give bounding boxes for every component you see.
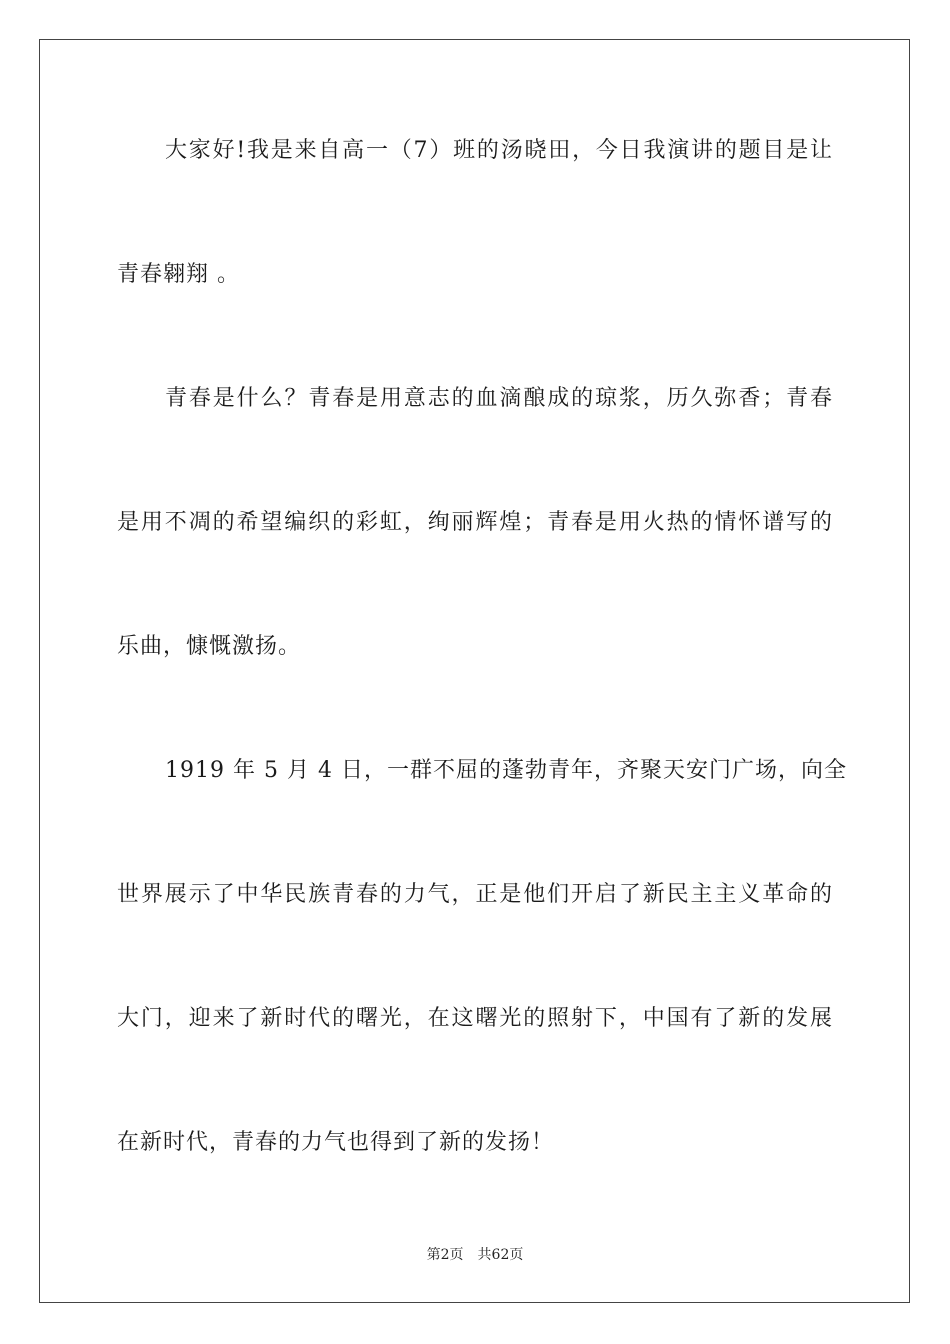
current-page-number: 第2页 <box>426 1247 464 1263</box>
paragraph-3-line-1: 1919 年 5 月 4 日，一群不屈的蓬勃青年，齐聚天安门广场，向全 <box>165 758 847 783</box>
page-footer <box>0 1246 950 1264</box>
paragraph-1-line-1: 大家好!我是来自高一（7）班的汤晓田，今日我演讲的题目是让 <box>165 138 833 163</box>
paragraph-2-line-2: 是用不凋的希望编织的彩虹，绚丽辉煌；青春是用火热的情怀谱写的 <box>117 510 833 535</box>
paragraph-3-line-2: 世界展示了中华民族青春的力气，正是他们开启了新民主主义革命的 <box>117 882 833 907</box>
page-frame <box>39 39 910 1303</box>
paragraph-1-line-2: 青春翱翔 。 <box>117 262 240 287</box>
paragraph-3-line-3: 大门，迎来了新时代的曙光，在这曙光的照射下，中国有了新的发展 <box>117 1006 833 1031</box>
total-page-count: 共62页 <box>477 1247 524 1263</box>
paragraph-2-line-3: 乐曲，慷慨激扬。 <box>117 634 302 659</box>
paragraph-3-line-4: 在新时代，青春的力气也得到了新的发扬！ <box>117 1130 555 1155</box>
paragraph-2-line-1: 青春是什么？青春是用意志的血滴酿成的琼浆，历久弥香；青春 <box>165 386 833 411</box>
